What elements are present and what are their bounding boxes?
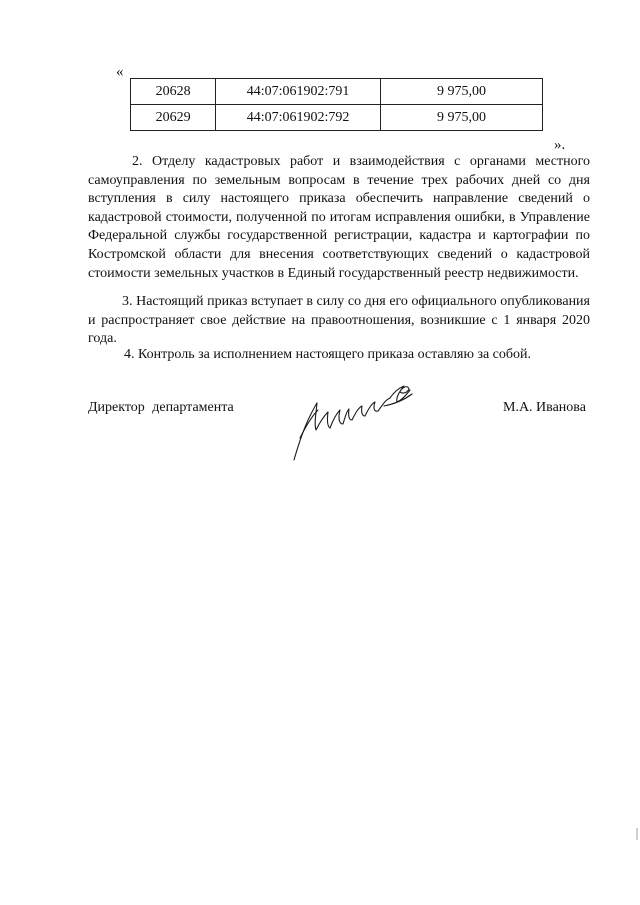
cadastral-value-table (130, 78, 543, 131)
cadastral-number-cell: 44:07:061902:792 (216, 105, 381, 131)
table-close-quote: ». (554, 137, 566, 153)
signatory-position: Директор департамента (88, 400, 234, 415)
paragraph-3: 3. Настоящий приказ вступает в силу со дня его официального опубликования и распространяет свое действие на правоотношения, возникшие с 1 января 2020 года. (88, 294, 590, 347)
scan-edge-mark (636, 828, 638, 840)
signatory-name: М.А. Иванова (503, 400, 586, 415)
table-row (131, 105, 543, 131)
table-open-quote: « (116, 64, 124, 80)
paragraph-4: 4. Контроль за исполнением настоящего приказа оставляю за собой. (124, 347, 532, 362)
handwritten-signature (286, 376, 426, 466)
cadastral-value-cell: 9 975,00 (381, 79, 543, 105)
row-number-cell: 20629 (131, 105, 216, 131)
cadastral-value-cell: 9 975,00 (381, 105, 543, 131)
table-row (131, 79, 543, 105)
paragraph-2: 2. Отделу кадастровых работ и взаимодействия с органами местного самоуправления по земельным вопросам в течение трех рабочих дней со дня вступления в силу настоящего приказа обеспечить направление сведений о кадастровой стоимости, полученной по итогам исправления ошибки, в Управление Федеральной службы государственной регистрации, кадастра и картографии по Костромской области для внесения соответствующих сведений о кадастровой стоимости земельных участков в Единый государственный реестр недвижимости. (88, 154, 590, 281)
row-number-cell: 20628 (131, 79, 216, 105)
cadastral-number-cell: 44:07:061902:791 (216, 79, 381, 105)
